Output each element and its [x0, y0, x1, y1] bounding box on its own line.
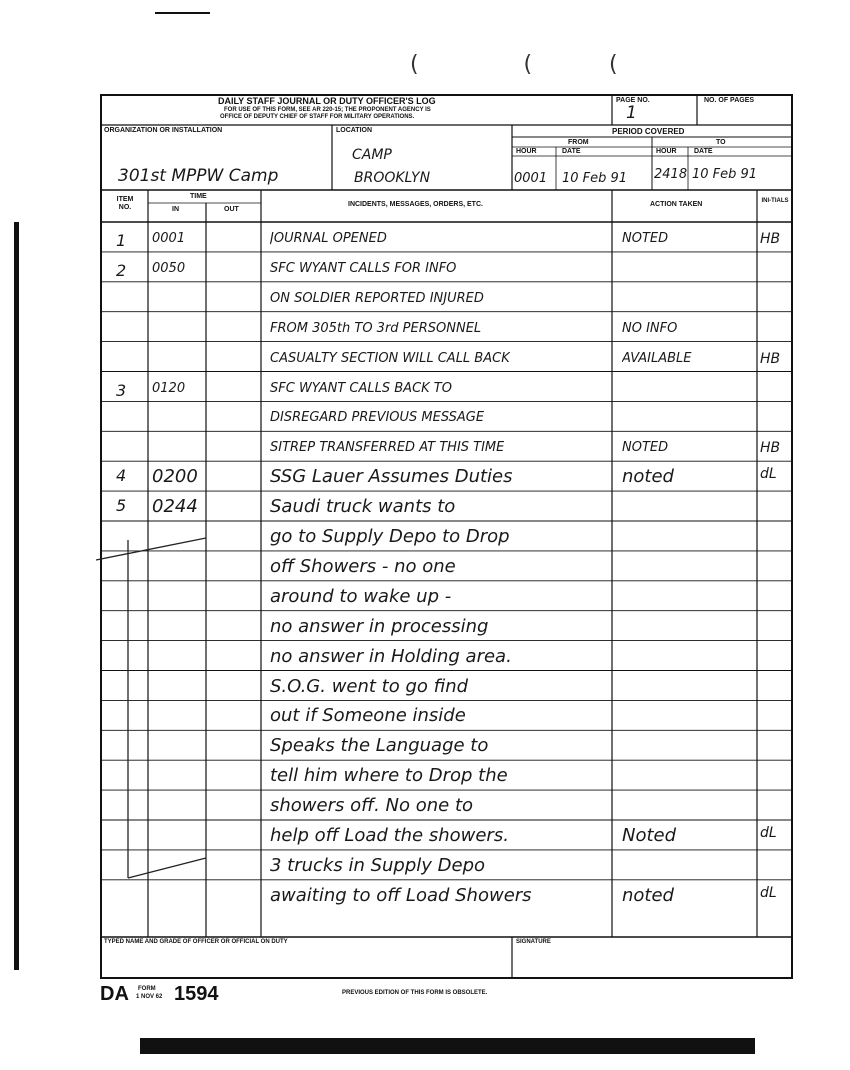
previous-edition-note: PREVIOUS EDITION OF THIS FORM IS OBSOLETE.: [342, 990, 488, 996]
entry-text[interactable]: off Showers - no one: [270, 555, 456, 577]
form-prefix: DA: [100, 983, 129, 1005]
entry-text[interactable]: tell him where to Drop the: [270, 765, 508, 787]
location-value-line1[interactable]: CAMP: [352, 147, 392, 163]
entry-text[interactable]: help off Load the showers.: [270, 825, 509, 846]
time-out-header: OUT: [224, 206, 239, 213]
time-in-value[interactable]: 0120: [152, 380, 186, 396]
entry-text[interactable]: showers off. No one to: [270, 795, 474, 817]
action-taken-value[interactable]: AVAILABLE: [622, 350, 692, 366]
to-hour-value[interactable]: 2418: [654, 167, 688, 182]
entry-text[interactable]: no answer in Holding area.: [270, 645, 512, 667]
item-number[interactable]: 1: [116, 231, 127, 250]
scan-specks: ( ( (: [410, 52, 618, 77]
entry-text[interactable]: around to wake up -: [270, 585, 452, 607]
time-in-value[interactable]: 0200: [152, 466, 198, 488]
entry-text[interactable]: JOURNAL OPENED: [270, 231, 387, 246]
no-of-pages-label: NO. OF PAGES: [704, 97, 755, 104]
to-date-value[interactable]: 10 Feb 91: [692, 167, 758, 182]
initials-value[interactable]: dL: [760, 884, 777, 901]
action-taken-value[interactable]: NO INFO: [622, 320, 678, 336]
entry-text[interactable]: ON SOLDIER REPORTED INJURED: [270, 290, 484, 306]
time-in-value[interactable]: 0244: [152, 496, 198, 518]
entry-text[interactable]: S.O.G. went to go find: [270, 675, 469, 697]
to-date-label: DATE: [694, 148, 713, 155]
from-hour-label: HOUR: [516, 148, 537, 155]
entry-text[interactable]: FROM 305th TO 3rd PERSONNEL: [270, 320, 482, 336]
signature-label: SIGNATURE: [516, 939, 551, 945]
time-in-value[interactable]: 0001: [152, 231, 186, 246]
action-taken-value[interactable]: NOTED: [622, 440, 669, 456]
form-title: DAILY STAFF JOURNAL OR DUTY OFFICER'S LOG: [218, 96, 436, 106]
form-date: 1 NOV 62: [136, 994, 163, 1000]
action-header: ACTION TAKEN: [650, 201, 703, 208]
entry-text[interactable]: 3 trucks in Supply Depo: [270, 854, 486, 876]
time-in-value[interactable]: 0050: [152, 260, 186, 276]
initials-value[interactable]: HB: [760, 231, 781, 247]
organization-label: ORGANIZATION OR INSTALLATION: [104, 127, 223, 134]
time-header: TIME: [190, 193, 207, 200]
entry-text[interactable]: no answer in processing: [270, 615, 489, 637]
entry-text[interactable]: Speaks the Language to: [270, 735, 489, 757]
page-no-value[interactable]: 1: [626, 103, 637, 123]
from-hour-value[interactable]: 0001: [514, 171, 548, 186]
entry-text[interactable]: SSG Lauer Assumes Duties: [270, 466, 513, 488]
form-subtitle-2: OFFICE OF DEPUTY CHIEF OF STAFF FOR MILITARY OPERATIONS.: [220, 114, 415, 120]
page-no-label: PAGE NO.: [616, 97, 650, 104]
form-subtitle-1: FOR USE OF THIS FORM, SEE AR 220-15; THE PROPONENT AGENCY IS: [224, 107, 431, 113]
item-number[interactable]: 5: [116, 496, 127, 516]
action-taken-value[interactable]: noted: [622, 884, 674, 906]
action-taken-value[interactable]: NOTED: [622, 231, 669, 246]
entry-text[interactable]: go to Supply Depo to Drop: [270, 526, 510, 547]
entry-text[interactable]: awaiting to off Load Showers: [270, 884, 532, 906]
initials-value[interactable]: dL: [760, 825, 777, 841]
entry-text[interactable]: out if Someone inside: [270, 705, 466, 727]
form-word: FORM: [138, 986, 156, 992]
from-date-label: DATE: [562, 148, 581, 155]
initials-header: INI-TIALS: [761, 198, 789, 204]
entry-text[interactable]: SFC WYANT CALLS FOR INFO: [270, 260, 457, 276]
item-number[interactable]: 2: [116, 260, 127, 280]
entry-text[interactable]: SFC WYANT CALLS BACK TO: [270, 380, 452, 396]
location-label: LOCATION: [336, 127, 373, 134]
form-number: 1594: [174, 983, 219, 1005]
item-number[interactable]: 3: [116, 380, 127, 400]
initials-value[interactable]: HB: [760, 350, 781, 367]
typed-name-label: TYPED NAME AND GRADE OF OFFICER OR OFFICIAL ON DUTY: [104, 939, 288, 945]
from-date-value[interactable]: 10 Feb 91: [562, 171, 628, 186]
initials-value[interactable]: dL: [760, 466, 777, 483]
action-taken-value[interactable]: Noted: [622, 825, 677, 846]
organization-value[interactable]: 301st MPPW Camp: [118, 166, 279, 186]
initials-value[interactable]: HB: [760, 440, 781, 457]
time-in-header: IN: [172, 206, 179, 213]
to-hour-label: HOUR: [656, 148, 677, 155]
to-label: TO: [716, 139, 726, 146]
location-value-line2[interactable]: BROOKLYN: [354, 170, 431, 186]
from-label: FROM: [568, 139, 589, 146]
item-number[interactable]: 4: [116, 466, 127, 486]
period-covered-label: PERIOD COVERED: [612, 127, 685, 136]
item-no-header: ITEM NO.: [116, 196, 134, 211]
action-taken-value[interactable]: noted: [622, 466, 674, 488]
incidents-header: INCIDENTS, MESSAGES, ORDERS, ETC.: [348, 201, 483, 208]
entry-text[interactable]: CASUALTY SECTION WILL CALL BACK: [270, 350, 510, 366]
entry-text[interactable]: SITREP TRANSFERRED AT THIS TIME: [270, 440, 505, 456]
entry-text[interactable]: DISREGARD PREVIOUS MESSAGE: [270, 410, 485, 426]
entry-text[interactable]: Saudi truck wants to: [270, 496, 456, 518]
